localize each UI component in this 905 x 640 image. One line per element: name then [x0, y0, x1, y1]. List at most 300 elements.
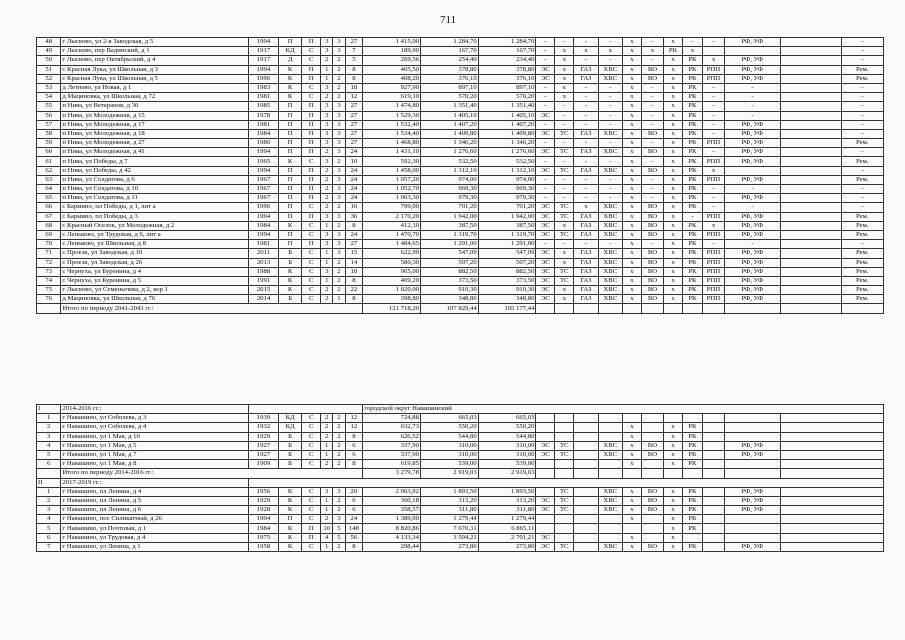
table-cell	[780, 506, 884, 515]
table-cell: 378,80	[478, 65, 536, 74]
table-cell: х	[622, 487, 641, 496]
table-cell: 55	[37, 102, 61, 111]
table-row	[37, 166, 884, 175]
table-cell: ВО	[641, 295, 663, 304]
table-cell: х	[664, 542, 683, 551]
table-cell	[536, 487, 555, 496]
table-cell: х	[623, 102, 642, 111]
table-cell: 56	[345, 533, 363, 542]
table-cell: х	[623, 74, 642, 83]
table-cell: РПП	[702, 230, 724, 239]
table-cell: 2	[333, 83, 345, 92]
table-cell	[725, 414, 780, 423]
table-cell	[574, 487, 598, 496]
table-cell: х	[623, 286, 642, 295]
table-cell: Б	[278, 432, 301, 441]
table-cell: П	[278, 148, 301, 157]
table-cell: Д	[278, 56, 301, 65]
table-cell	[780, 120, 841, 129]
table-cell: 7	[37, 542, 61, 551]
table-cell: 2014	[249, 295, 279, 304]
table-cell: К	[278, 221, 301, 230]
table-cell: С	[302, 450, 321, 459]
table-cell: 167,70	[421, 47, 479, 56]
table-cell: П	[278, 120, 301, 129]
table-cell	[702, 515, 724, 524]
table-cell: х	[623, 120, 642, 129]
table-cell: х	[622, 506, 641, 515]
table-cell: РК	[682, 120, 702, 129]
table-cell: 882,50	[421, 267, 479, 276]
table-cell: П	[278, 240, 301, 249]
table-cell: 507,20	[478, 258, 536, 267]
table-cell: 310,00	[420, 450, 478, 459]
table-cell: х	[664, 185, 683, 194]
table-cell: 5	[333, 533, 345, 542]
table-cell: 2	[321, 286, 333, 295]
table-cell: ГАЗ	[574, 276, 598, 285]
table-cell: ВО	[641, 450, 663, 459]
table-cell: П	[302, 185, 321, 194]
table-cell: 1 534,40	[363, 129, 421, 138]
table-cell: П	[278, 166, 301, 175]
table-cell: -	[598, 38, 622, 47]
houses-table-navashino	[36, 404, 884, 552]
table-cell: ЭС	[536, 212, 555, 221]
table-cell: РФ, УФ	[725, 194, 781, 203]
table-cell: с Бармино, пл Победы, д 3	[61, 212, 249, 221]
table-cell: -	[536, 93, 555, 102]
table-cell: 2	[37, 423, 61, 432]
table-cell: С	[302, 295, 321, 304]
table-cell: 1	[37, 414, 61, 423]
table-cell	[248, 405, 362, 414]
table-cell: П	[302, 175, 321, 184]
table-cell: ХВС	[598, 166, 622, 175]
table-row	[37, 524, 884, 533]
table-cell: РК	[682, 496, 702, 505]
table-cell: С	[302, 460, 321, 469]
table-cell: 2	[333, 74, 345, 83]
table-cell: х	[664, 102, 683, 111]
table-cell: 6 865,11	[478, 524, 536, 533]
table-cell: х	[664, 203, 683, 212]
table-cell: -	[641, 157, 663, 166]
table-cell: ХВС	[598, 487, 622, 496]
table-cell	[702, 496, 724, 505]
table-cell	[641, 432, 663, 441]
table-cell: РПП	[702, 74, 724, 83]
table-cell: -	[598, 175, 622, 184]
table-cell	[780, 139, 841, 148]
table-cell: -	[598, 83, 622, 92]
table-cell: ЭС	[536, 74, 555, 83]
table-cell	[555, 515, 574, 524]
table-cell	[780, 460, 884, 469]
table-cell: х	[664, 524, 683, 533]
table-cell: 27	[345, 120, 363, 129]
table-cell: 1 405,10	[421, 111, 479, 120]
table-cell: КД	[278, 423, 301, 432]
table-cell: 2014-2016 гг.:	[61, 405, 249, 414]
table-cell: К	[278, 74, 301, 83]
table-cell: х	[664, 120, 683, 129]
table-cell	[780, 157, 841, 166]
table-cell: 6	[345, 450, 363, 459]
table-cell: Рем.	[841, 267, 883, 276]
table-cell: РК	[682, 111, 702, 120]
table-cell: РФ, УФ	[725, 441, 780, 450]
table-cell: 376,10	[478, 74, 536, 83]
table-cell: х	[555, 47, 574, 56]
table-cell	[598, 460, 622, 469]
table-cell: 337,90	[363, 441, 421, 450]
table-cell	[780, 203, 841, 212]
table-cell: РПП	[702, 267, 724, 276]
table-cell: 979,30	[421, 194, 479, 203]
table-cell: П	[302, 111, 321, 120]
table-cell: 1 351,40	[421, 102, 479, 111]
table-cell: г Навашино, пос Силикатный, д 26	[61, 515, 249, 524]
table-cell: ТС	[555, 230, 574, 239]
table-cell: П	[278, 102, 301, 111]
table-cell: 3	[321, 38, 333, 47]
table-cell: 2	[333, 460, 345, 469]
table-cell: 3	[321, 267, 333, 276]
table-cell: х	[574, 47, 598, 56]
table-cell: 27	[345, 240, 363, 249]
table-cell: 3	[333, 185, 345, 194]
table-cell: РФ, УФ	[725, 157, 781, 166]
table-cell: ХВС	[598, 258, 622, 267]
table-cell: г Навашино, пл Ленина, д 4	[61, 487, 249, 496]
table-cell: К	[278, 524, 301, 533]
table-cell: -	[536, 102, 555, 111]
table-cell: РФ, УФ	[725, 249, 781, 258]
table-cell: 387,50	[478, 221, 536, 230]
table-cell: С	[302, 157, 321, 166]
table-cell: 3	[321, 83, 333, 92]
table-cell: х	[622, 542, 641, 551]
table-cell: ХВС	[598, 65, 622, 74]
table-cell: 24	[345, 148, 363, 157]
table-cell: 409,20	[363, 276, 421, 285]
table-cell: 1927	[248, 450, 278, 459]
table-cell: ГАЗ	[574, 212, 598, 221]
table-cell: 378,80	[421, 65, 479, 74]
table-cell: х	[664, 129, 683, 138]
table-cell: -	[598, 157, 622, 166]
table-cell: -	[536, 240, 555, 249]
table-cell: 626,52	[363, 432, 421, 441]
table-cell	[598, 414, 622, 423]
table-cell: 3	[333, 129, 345, 138]
table-cell: х	[555, 83, 574, 92]
table-cell	[664, 469, 683, 478]
table-cell: х	[622, 533, 641, 542]
table-cell: 2 063,92	[363, 487, 421, 496]
table-cell: 3 594,21	[420, 533, 478, 542]
table-cell: П	[302, 120, 321, 129]
table-cell: х	[664, 74, 683, 83]
table-cell: х	[664, 423, 683, 432]
table-cell: 4	[37, 515, 61, 524]
table-cell: 1967	[249, 194, 279, 203]
table-cell: -	[841, 120, 883, 129]
table-cell: -	[574, 240, 598, 249]
table-cell: 1 529,30	[363, 111, 421, 120]
table-cell: ВО	[641, 203, 663, 212]
table-cell: 1 284,70	[421, 38, 479, 47]
table-cell: 61	[37, 157, 61, 166]
table-cell: РК	[682, 240, 702, 249]
table-cell: 3	[333, 139, 345, 148]
table-row	[37, 441, 884, 450]
table-cell: 1	[321, 221, 333, 230]
table-cell	[574, 524, 598, 533]
table-cell	[682, 469, 702, 478]
table-cell: с Красная Лука, ул Школьная, д 3	[61, 65, 249, 74]
table-cell: РК	[682, 56, 702, 65]
table-cell: РФ, УФ	[725, 148, 781, 157]
table-cell: -	[682, 38, 702, 47]
table-cell: ТС	[555, 212, 574, 221]
table-cell: 3	[333, 38, 345, 47]
table-cell: РФ, УФ	[725, 487, 780, 496]
table-cell: х	[623, 258, 642, 267]
table-cell	[725, 432, 780, 441]
table-cell: ХВС	[598, 450, 622, 459]
table-cell: 1929	[248, 432, 278, 441]
table-cell	[725, 166, 781, 175]
table-cell: Б	[278, 295, 301, 304]
table-cell: 2	[321, 194, 333, 203]
table-cell: 313,20	[478, 496, 536, 505]
table-cell: 1 063,30	[363, 194, 421, 203]
table-cell: -	[641, 38, 663, 47]
table-cell: 8	[345, 276, 363, 285]
table-cell: г Лысково, пер Октябрьский, д 4	[61, 56, 249, 65]
table-cell: 532,50	[478, 157, 536, 166]
table-cell: РФ, УФ	[725, 506, 780, 515]
table-cell: 1996	[249, 203, 279, 212]
table-cell: ЭС	[536, 506, 555, 515]
table-cell: РФ, УФ	[725, 542, 780, 551]
table-cell: -	[574, 194, 598, 203]
table-cell: х	[664, 175, 683, 184]
table-cell: ВО	[641, 221, 663, 230]
table-cell: РФ, УФ	[725, 175, 781, 184]
table-cell: П	[302, 74, 321, 83]
table-cell: -	[574, 139, 598, 148]
table-cell: -	[641, 56, 663, 65]
table-cell	[780, 286, 841, 295]
table-cell: х	[664, 295, 683, 304]
table-cell: К	[278, 93, 301, 102]
table-cell: -	[702, 185, 724, 194]
table-cell: -	[536, 120, 555, 129]
table-cell: РК	[682, 276, 702, 285]
table-cell: 2	[333, 286, 345, 295]
table-cell: -	[555, 120, 574, 129]
table-cell: 1 407,20	[421, 120, 479, 129]
table-cell: -	[598, 120, 622, 129]
table-cell: 701,20	[421, 203, 479, 212]
table-cell: -	[841, 166, 883, 175]
table-cell: -	[555, 111, 574, 120]
table-cell: 121 718,20	[363, 304, 421, 313]
table-cell: РПП	[702, 249, 724, 258]
table-cell: 3	[333, 212, 345, 221]
table-cell: 12	[345, 414, 363, 423]
table-cell	[702, 423, 724, 432]
table-cell: ХВС	[598, 276, 622, 285]
table-cell: 1 431,10	[363, 148, 421, 157]
table-cell: II	[37, 478, 61, 487]
table-cell: К	[278, 276, 301, 285]
table-cell	[780, 148, 841, 157]
table-cell: ТС	[555, 166, 574, 175]
table-cell: К	[278, 65, 301, 74]
table-cell: -	[841, 83, 883, 92]
table-cell: ГАЗ	[574, 74, 598, 83]
table-cell: 14	[345, 258, 363, 267]
table-cell: 310,00	[478, 441, 536, 450]
table-cell: РФ, УФ	[725, 267, 781, 276]
table-cell	[555, 432, 574, 441]
table-cell: х	[664, 487, 683, 496]
table-cell: -	[725, 240, 781, 249]
table-cell: -	[536, 157, 555, 166]
table-cell: 412,10	[363, 221, 421, 230]
table-cell: С	[302, 47, 321, 56]
table-cell: С	[302, 83, 321, 92]
table-cell	[780, 111, 841, 120]
table-cell: 5	[37, 450, 61, 459]
table-cell: П	[278, 203, 301, 212]
table-cell: 1 057,20	[363, 175, 421, 184]
table-cell: 189,90	[363, 47, 421, 56]
table-cell: РК	[682, 83, 702, 92]
table-cell: ВО	[641, 258, 663, 267]
table-cell: ХВС	[598, 203, 622, 212]
table-cell: ХВС	[598, 148, 622, 157]
table-cell: 1967	[249, 175, 279, 184]
table-cell: Рем.	[841, 258, 883, 267]
table-cell: РФ, УФ	[725, 65, 781, 74]
table-cell: ЭС	[536, 267, 555, 276]
table-cell	[598, 423, 622, 432]
table-cell: 405,50	[363, 65, 421, 74]
table-cell	[780, 304, 841, 313]
table-cell: ЭС	[536, 450, 555, 459]
table-cell: п Нива, ул Молодежная, д 41	[61, 148, 249, 157]
table-cell: РК	[682, 65, 702, 74]
table-row	[37, 542, 884, 551]
table-row	[37, 258, 884, 267]
table-cell: 1 389,00	[363, 515, 421, 524]
table-cell: ТС	[555, 542, 574, 551]
table-cell: х	[664, 221, 683, 230]
table-cell: 2015	[249, 286, 279, 295]
table-cell: -	[841, 148, 883, 157]
table-cell: -	[598, 93, 622, 102]
table-cell: РФ, УФ	[725, 221, 781, 230]
table-cell: ЭС	[536, 258, 555, 267]
table-cell: П	[278, 129, 301, 138]
table-cell: городской округ Навашинский	[363, 405, 884, 414]
table-cell: 2	[333, 276, 345, 285]
table-cell: 16	[345, 203, 363, 212]
table-cell: х	[598, 47, 622, 56]
table-cell: -	[536, 175, 555, 184]
table-cell: 1981	[249, 120, 279, 129]
table-cell	[780, 194, 841, 203]
table-cell	[780, 441, 884, 450]
table-cell: 24	[345, 166, 363, 175]
table-cell: РК	[664, 47, 683, 56]
table-cell	[702, 542, 724, 551]
table-cell: РК	[682, 230, 702, 239]
table-cell: 1996	[249, 74, 279, 83]
table-cell: ТС	[555, 203, 574, 212]
table-cell: 570,20	[421, 93, 479, 102]
table-cell: -	[555, 194, 574, 203]
table-cell: РК	[682, 515, 702, 524]
table-cell: С	[302, 423, 321, 432]
table-cell: 1984	[249, 221, 279, 230]
table-cell: 27	[345, 111, 363, 120]
table-cell: -	[555, 38, 574, 47]
table-cell: 1	[37, 487, 61, 496]
table-cell: ХВС	[598, 295, 622, 304]
table-cell: 1 346,20	[478, 139, 536, 148]
table-cell: РК	[682, 450, 702, 459]
table-cell: К	[278, 487, 301, 496]
table-cell: -	[574, 38, 598, 47]
table-cell: ВО	[641, 129, 663, 138]
table-cell: -	[702, 129, 724, 138]
table-cell	[780, 102, 841, 111]
table-cell: ГАЗ	[574, 221, 598, 230]
table-cell: 1	[321, 496, 333, 505]
table-cell: П	[278, 194, 301, 203]
table-cell: П	[278, 111, 301, 120]
table-cell	[574, 441, 598, 450]
table-cell: х	[664, 230, 683, 239]
table-cell: -	[598, 102, 622, 111]
table-cell: 2	[333, 450, 345, 459]
table-cell: 358,57	[363, 506, 421, 515]
table-cell: 27	[345, 129, 363, 138]
table-cell	[702, 460, 724, 469]
table-cell: 3	[321, 139, 333, 148]
table-cell: Итого по периоду 2014-2016 гг.:	[61, 469, 363, 478]
table-cell: ЭС	[536, 166, 555, 175]
table-cell: ВО	[641, 487, 663, 496]
table-cell: 1 312,10	[478, 166, 536, 175]
table-cell: РФ, УФ	[725, 286, 781, 295]
table-cell: 1917	[249, 56, 279, 65]
table-cell: ТС	[555, 148, 574, 157]
table-cell: -	[641, 102, 663, 111]
table-row	[37, 129, 884, 138]
table-cell: г Навашино, ул 1 Мая, д 8	[61, 460, 249, 469]
table-cell: 1994	[249, 148, 279, 157]
table-cell	[622, 414, 641, 423]
table-cell: ХВС	[598, 441, 622, 450]
table-cell	[702, 414, 724, 423]
